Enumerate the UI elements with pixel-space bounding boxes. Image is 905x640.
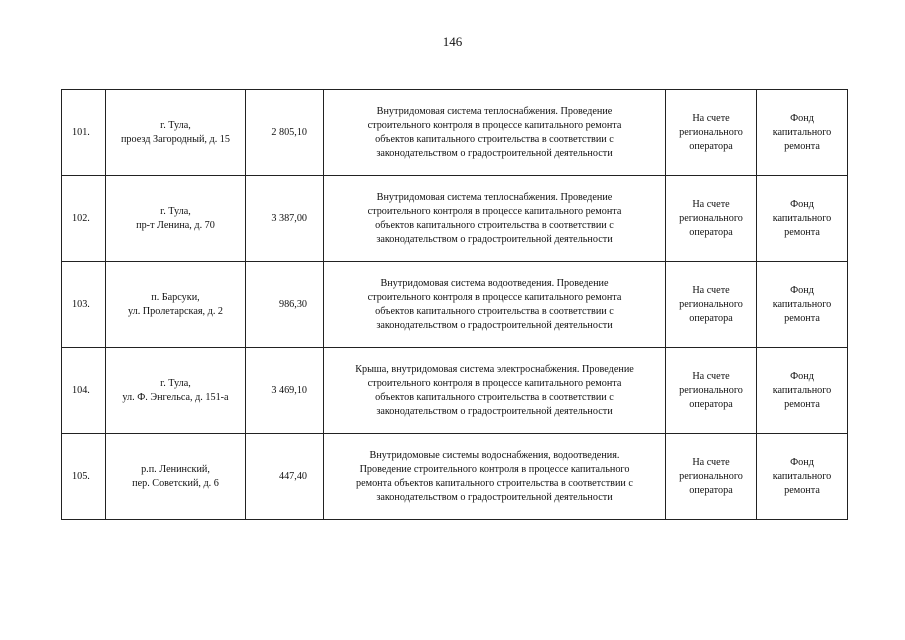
address-cell: г. Тула, ул. Ф. Энгельса, д. 151-а [106, 348, 246, 434]
fund-cell: Фонд капитального ремонта [757, 434, 848, 520]
row-number: 101. [62, 90, 106, 176]
area-cell: 3 469,10 [246, 348, 324, 434]
address-cell: р.п. Ленинский, пер. Советский, д. 6 [106, 434, 246, 520]
table-row [62, 348, 848, 434]
row-number: 104. [62, 348, 106, 434]
account-cell: На счете регионального оператора [666, 434, 757, 520]
table-row [62, 176, 848, 262]
row-number: 103. [62, 262, 106, 348]
fund-cell: Фонд капитального ремонта [757, 348, 848, 434]
table-row [62, 90, 848, 176]
row-number: 105. [62, 434, 106, 520]
description-cell: Внутридомовая система водоотведения. Проведение строительного контроля в процессе капитального ремонта объектов капитального строительства в соответствии с законодательством о градостроительной деятельности [324, 262, 666, 348]
description-cell: Крыша, внутридомовая система электроснабжения. Проведение строительного контроля в процессе капитального ремонта объектов капитального строительства в соответствии с законодательством о градостроительной деятельности [324, 348, 666, 434]
area-cell: 3 387,00 [246, 176, 324, 262]
area-cell: 447,40 [246, 434, 324, 520]
address-cell: г. Тула, проезд Загородный, д. 15 [106, 90, 246, 176]
account-cell: На счете регионального оператора [666, 348, 757, 434]
address-cell: г. Тула, пр-т Ленина, д. 70 [106, 176, 246, 262]
row-number: 102. [62, 176, 106, 262]
description-cell: Внутридомовая система теплоснабжения. Проведение строительного контроля в процессе капитального ремонта объектов капитального строительства в соответствии с законодательством о градостроительной деятельности [324, 90, 666, 176]
address-cell: п. Барсуки, ул. Пролетарская, д. 2 [106, 262, 246, 348]
fund-cell: Фонд капитального ремонта [757, 262, 848, 348]
description-cell: Внутридомовые системы водоснабжения, водоотведения. Проведение строительного контроля в процессе капитального ремонта объектов капитального строительства в соответствии с законодательством о градостроительной деятельности [324, 434, 666, 520]
fund-cell: Фонд капитального ремонта [757, 176, 848, 262]
area-cell: 2 805,10 [246, 90, 324, 176]
account-cell: На счете регионального оператора [666, 262, 757, 348]
table-row [62, 434, 848, 520]
area-cell: 986,30 [246, 262, 324, 348]
fund-cell: Фонд капитального ремонта [757, 90, 848, 176]
account-cell: На счете регионального оператора [666, 176, 757, 262]
page-number: 146 [442, 34, 463, 49]
description-cell: Внутридомовая система теплоснабжения. Проведение строительного контроля в процессе капитального ремонта объектов капитального строительства в соответствии с законодательством о градостроительной деятельности [324, 176, 666, 262]
table-row [62, 262, 848, 348]
works-table [61, 89, 848, 520]
account-cell: На счете регионального оператора [666, 90, 757, 176]
